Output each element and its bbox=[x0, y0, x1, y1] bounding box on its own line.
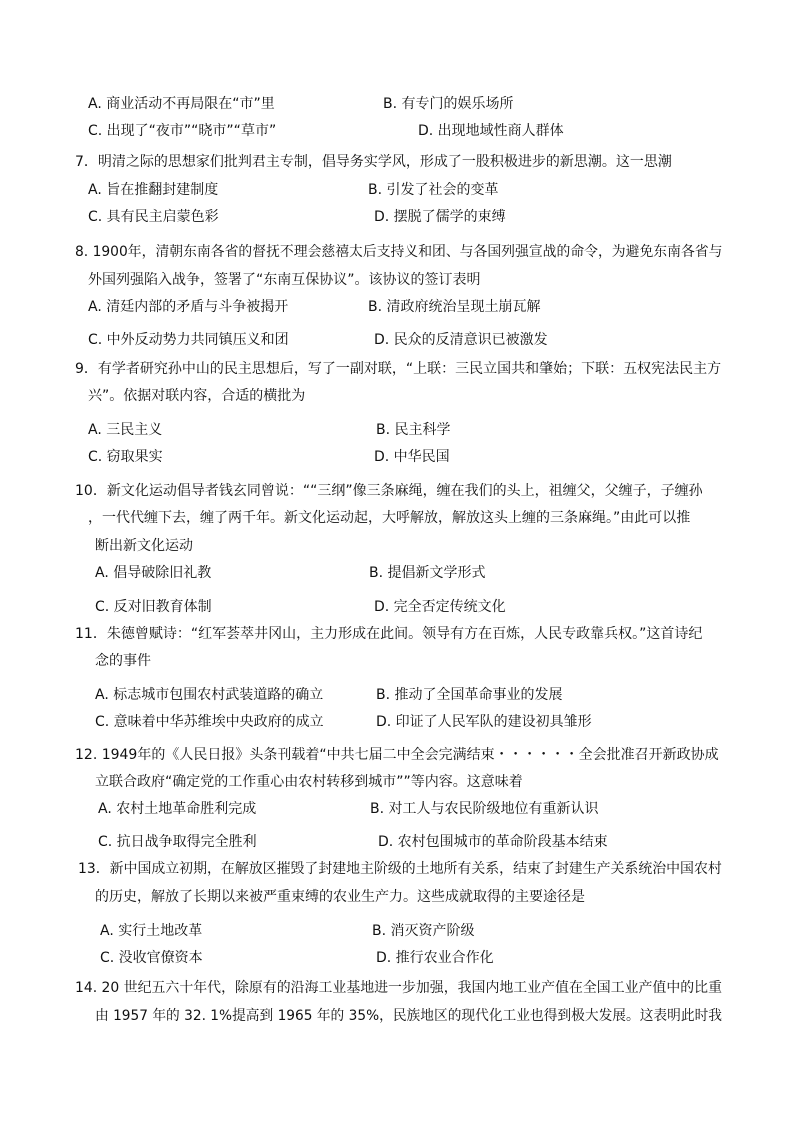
q6-option-b: B. 有专门的娱乐场所 bbox=[383, 96, 514, 112]
q12-option-b: B. 对工人与农民阶级地位有重新认识 bbox=[370, 801, 599, 817]
q10-stem-line2: ，一代代缠下去，缠了两千年。新文化运动起，大呼解放，解放这头上缠的三条麻绳。”由此可以推 bbox=[88, 510, 691, 526]
q7-option-b: B. 引发了社会的变革 bbox=[368, 182, 499, 198]
q9-option-d: D. 中华民国 bbox=[374, 449, 450, 465]
q13-option-c: C. 没收官僚资本 bbox=[100, 950, 203, 966]
q14-stem-line2: 由 1957 年的 32. 1%提高到 1965 年的 35%，民族地区的现代化工业也得到极大发展。这表明此时我 bbox=[95, 1008, 723, 1024]
q9-stem-line1: 9．有学者研究孙中山的民主思想后，写了一副对联，“上联：三民立国共和肇始；下联：五权宪法民主方 bbox=[75, 361, 722, 377]
q6-option-d: D. 出现地域性商人群体 bbox=[418, 123, 564, 139]
q13-stem-line2: 的历史，解放了长期以来被严重束缚的农业生产力。这些成就取得的主要途径是 bbox=[95, 889, 585, 905]
q13-option-a: A. 实行土地改革 bbox=[100, 923, 203, 939]
q8-stem-line1: 8. 1900年，清朝东南各省的督抚不理会慈禧太后支持义和团、与各国列强宣战的命令，为避免东南各省与 bbox=[75, 244, 723, 260]
q9-option-a: A. 三民主义 bbox=[88, 422, 163, 438]
q11-option-c: C. 意味着中华苏维埃中央政府的成立 bbox=[95, 714, 324, 730]
q7-option-c: C. 具有民主启蒙色彩 bbox=[88, 209, 219, 225]
q12-option-a: A. 农村土地革命胜利完成 bbox=[98, 801, 257, 817]
q11-option-d: D. 印证了人民军队的建设初具雏形 bbox=[376, 714, 592, 730]
q10-option-b: B. 提倡新文学形式 bbox=[369, 565, 486, 581]
q7-option-d: D. 摆脱了儒学的束缚 bbox=[374, 209, 506, 225]
q7-stem: 7．明清之际的思想家们批判君主专制，倡导务实学风，形成了一股积极进步的新思潮。这一思潮 bbox=[75, 154, 672, 170]
q6-option-a: A. 商业活动不再局限在“市”里 bbox=[88, 96, 275, 112]
q11-stem-line1: 11．朱德曾赋诗：“红军荟萃井冈山，主力形成在此间。领导有方在百炼，人民专政靠兵权。”这首诗纪 bbox=[75, 626, 703, 642]
q13-option-b: B. 消灭资产阶级 bbox=[372, 923, 475, 939]
q8-option-a: A. 清廷内部的矛盾与斗争被揭开 bbox=[88, 299, 289, 315]
q12-stem-line1: 12. 1949年的《人民日报》头条刊载着“中共七届二中全会完满结束・・・・・・全会批准召开新政协成 bbox=[75, 747, 719, 763]
q13-option-d: D. 推行农业合作化 bbox=[376, 950, 494, 966]
q14-stem-line1: 14. 20 世纪五六十年代，除原有的沿海工业基地进一步加强，我国内地工业产值在全国工业产值中的比重 bbox=[75, 980, 723, 996]
q10-option-c: C. 反对旧教育体制 bbox=[95, 599, 212, 615]
q8-stem-line2: 外国列强陷入战争，签署了“东南互保协议”。该协议的签订表明 bbox=[88, 272, 481, 288]
q10-stem-line1: 10．新文化运动倡导者钱玄同曾说：““三纲”像三条麻绳，缠在我们的头上，祖缠父，父缠子，子缠孙 bbox=[75, 483, 703, 499]
q9-option-c: C. 窃取果实 bbox=[88, 449, 163, 465]
q11-option-b: B. 推动了全国革命事业的发展 bbox=[376, 687, 563, 703]
q12-option-d: D. 农村包围城市的革命阶段基本结束 bbox=[378, 834, 608, 850]
q11-option-a: A. 标志城市包围农村武装道路的确立 bbox=[95, 687, 324, 703]
q8-option-d: D. 民众的反清意识已被激发 bbox=[374, 332, 548, 348]
q9-stem-line2: 兴”。依据对联内容，合适的横批为 bbox=[88, 388, 306, 404]
q13-stem-line1: 13．新中国成立初期，在解放区摧毁了封建地主阶级的土地所有关系，结束了封建生产关系统治中国农村 bbox=[78, 861, 722, 877]
q8-option-b: B. 清政府统治呈现土崩瓦解 bbox=[368, 299, 541, 315]
q11-stem-line2: 念的事件 bbox=[95, 653, 151, 669]
q10-option-a: A. 倡导破除旧礼教 bbox=[95, 565, 212, 581]
q8-option-c: C. 中外反动势力共同镇压义和团 bbox=[88, 332, 289, 348]
q12-option-c: C. 抗日战争取得完全胜利 bbox=[98, 834, 257, 850]
q10-option-d: D. 完全否定传统文化 bbox=[374, 599, 506, 615]
q10-stem-line3: 断出新文化运动 bbox=[95, 538, 193, 554]
q7-option-a: A. 旨在推翻封建制度 bbox=[88, 182, 219, 198]
q12-stem-line2: 立联合政府“确定党的工作重心由农村转移到城市””等内容。这意味着 bbox=[95, 774, 523, 790]
q9-option-b: B. 民主科学 bbox=[376, 422, 451, 438]
q6-option-c: C. 出现了“夜市”“晓市”“草市” bbox=[88, 123, 277, 139]
